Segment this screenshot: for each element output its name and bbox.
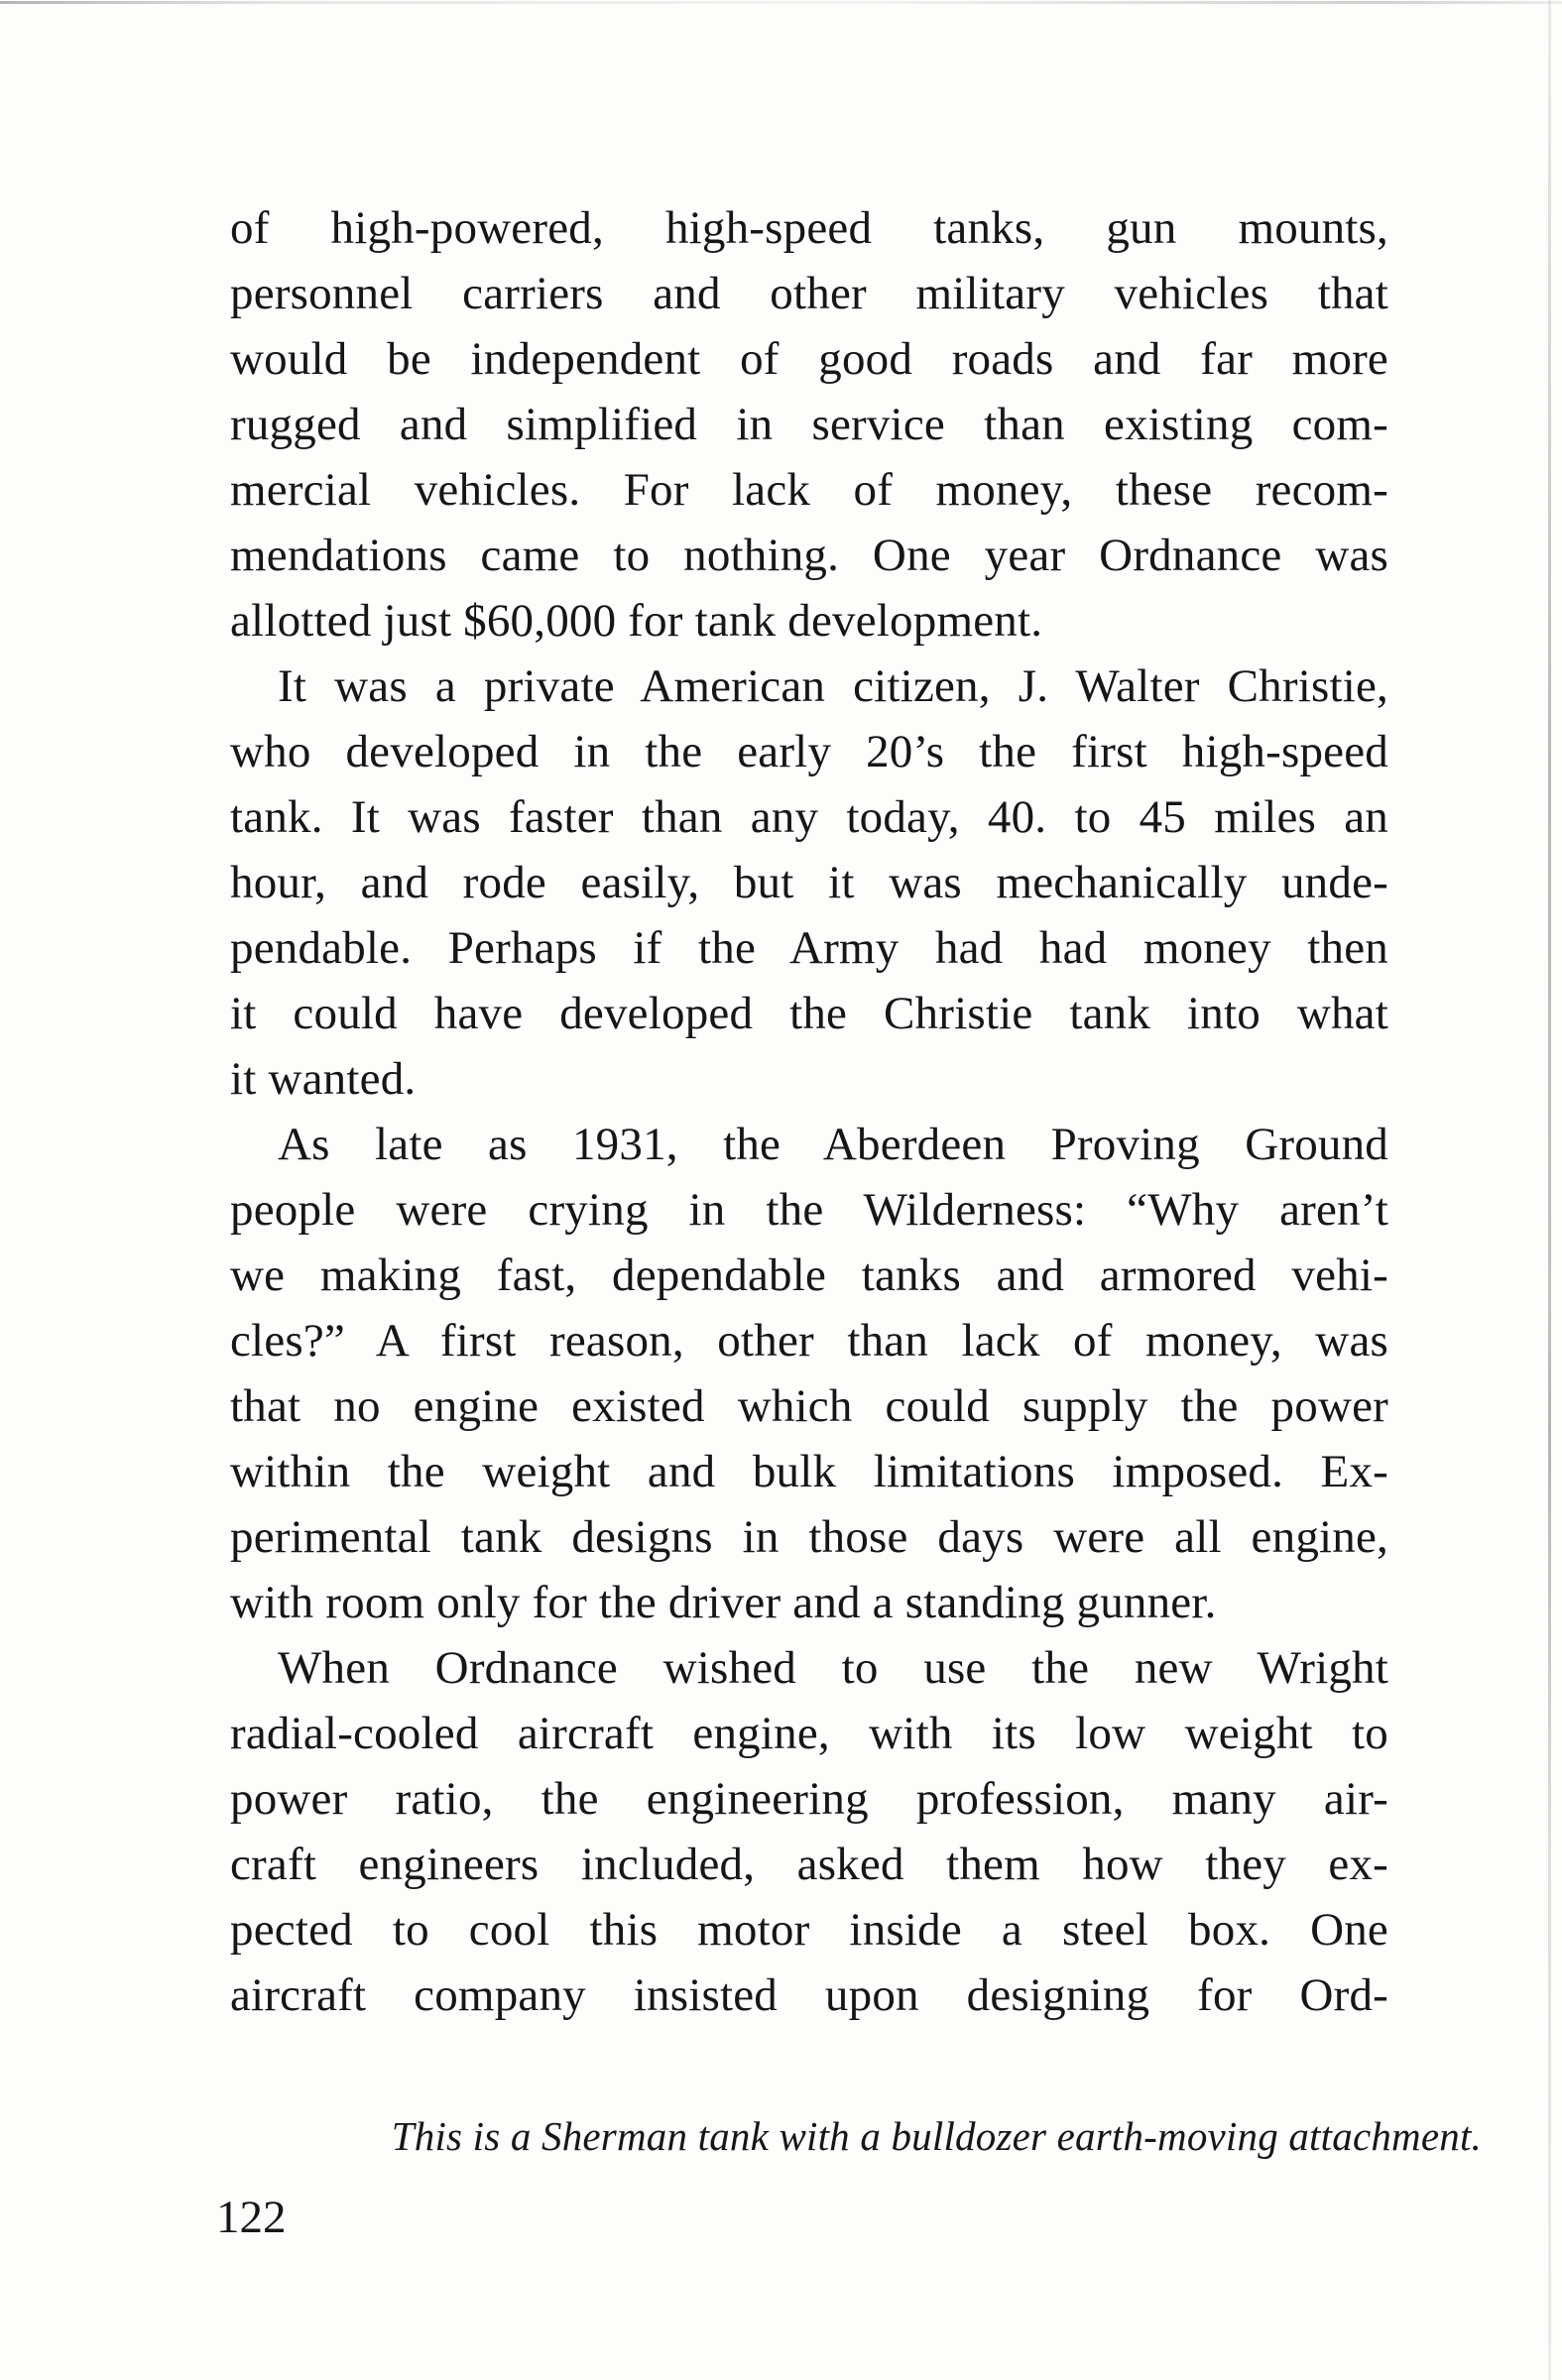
text-line: pendable. Perhaps if the Army had had money then <box>230 922 1388 974</box>
text-line: that no engine existed which could supply the power <box>230 1380 1388 1432</box>
text-line: with room only for the driver and a standing gunner. <box>230 1577 1217 1628</box>
text-line: personnel carriers and other military vehicles that <box>230 268 1388 319</box>
text-line: pected to cool this motor inside a steel box. One <box>230 1904 1388 1956</box>
text-line: mendations came to nothing. One year Ordnance was <box>230 530 1388 581</box>
text-line: cles?” A first reason, other than lack of money, was <box>230 1315 1388 1367</box>
text-line: craft engineers included, asked them how they ex- <box>230 1839 1388 1890</box>
text-line: people were crying in the Wilderness: “Why aren’t <box>230 1184 1388 1236</box>
text-line: mercial vehicles. For lack of money, these recom- <box>230 464 1388 516</box>
text-line: radial-cooled aircraft engine, with its low weight to <box>230 1708 1388 1759</box>
scan-artifact-right-edge <box>1548 0 1551 2380</box>
text-line: it wanted. <box>230 1053 417 1105</box>
body-text <box>230 195 1388 2028</box>
text-line: When Ordnance wished to use the new Wright <box>278 1642 1388 1694</box>
text-line: of high-powered, high-speed tanks, gun mounts, <box>230 202 1388 254</box>
text-line: perimental tank designs in those days were all engine, <box>230 1511 1388 1563</box>
text-line: within the weight and bulk limitations imposed. Ex- <box>230 1446 1388 1497</box>
text-line: rugged and simplified in service than existing com- <box>230 399 1388 450</box>
text-line: tank. It was faster than any today, 40. to 45 miles an <box>230 791 1388 843</box>
text-line: As late as 1931, the Aberdeen Proving Ground <box>278 1119 1388 1170</box>
text-line: it could have developed the Christie tank into what <box>230 988 1388 1039</box>
text-line: who developed in the early 20’s the first high-speed <box>230 726 1388 777</box>
text-line: hour, and rode easily, but it was mechanically unde- <box>230 857 1388 908</box>
text-line: allotted just $60,000 for tank development. <box>230 595 1043 647</box>
text-line: we making fast, dependable tanks and armored vehi- <box>230 1250 1388 1301</box>
text-line: power ratio, the engineering profession, many air- <box>230 1773 1388 1825</box>
photo-caption: This is a Sherman tank with a bulldozer earth-moving attachment. <box>391 2113 1482 2159</box>
text-line: would be independent of good roads and far more <box>230 333 1388 385</box>
page-number: 122 <box>216 2192 287 2243</box>
text-line: aircraft company insisted upon designing for Ord- <box>230 1969 1388 2021</box>
text-line: It was a private American citizen, J. Walter Christie, <box>278 660 1388 712</box>
scan-artifact-top-edge <box>0 1 1562 4</box>
